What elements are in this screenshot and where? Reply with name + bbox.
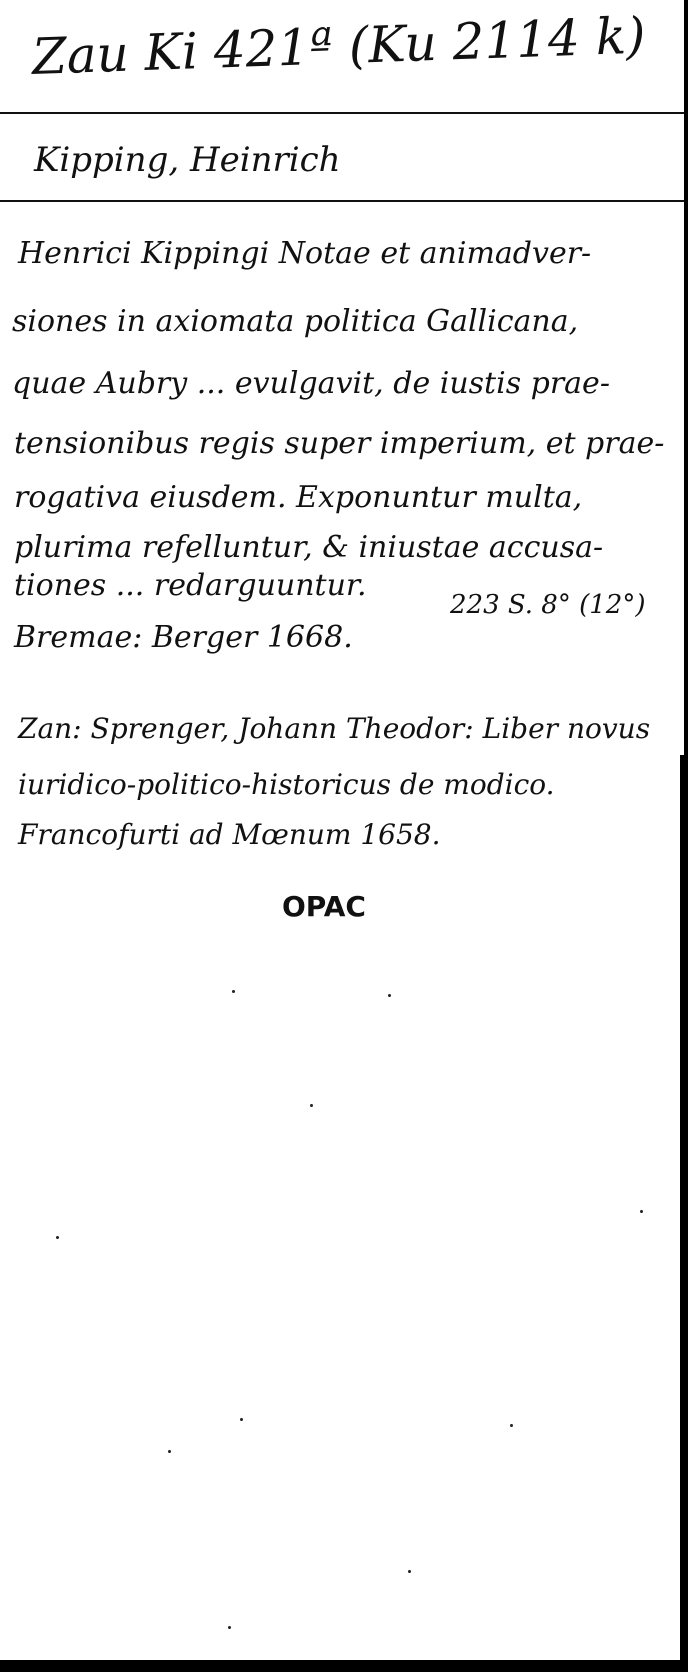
description-line-3: quae Aubry ... evulgavit, de iustis prae- bbox=[12, 366, 610, 401]
dust-speck bbox=[228, 1626, 231, 1629]
dust-speck bbox=[240, 1418, 243, 1421]
scan-border-bottom bbox=[0, 1660, 688, 1672]
dust-speck bbox=[510, 1424, 513, 1427]
description-line-7: tiones ... redarguuntur. bbox=[14, 568, 367, 603]
dust-speck bbox=[310, 1104, 313, 1107]
dust-speck bbox=[168, 1450, 171, 1453]
related-entry-line-1: Zan: Sprenger, Johann Theodor: Liber novus bbox=[18, 712, 651, 745]
author-rule bbox=[0, 200, 684, 202]
imprint-line: Bremae: Berger 1668. bbox=[14, 620, 353, 655]
description-line-1: Henrici Kippingi Notae et animadver- bbox=[18, 236, 592, 271]
description-line-6: plurima refelluntur, & iniustae accusa- bbox=[14, 530, 604, 565]
description-line-2: siones in axiomata politica Gallicana, bbox=[12, 304, 579, 339]
collation: 223 S. 8° (12°) bbox=[450, 590, 646, 620]
dust-speck bbox=[408, 1570, 411, 1573]
related-entry-line-2: iuridico-politico-historicus de modico. bbox=[18, 768, 555, 801]
scan-border-right bbox=[680, 755, 688, 1672]
description-line-4: tensionibus regis super imperium, et prae- bbox=[14, 426, 665, 461]
dust-speck bbox=[232, 990, 235, 993]
related-entry-line-3: Francofurti ad Mœnum 1658. bbox=[18, 818, 441, 851]
shelfmark-rule bbox=[0, 112, 684, 114]
description-line-5: rogativa eiusdem. Exponuntur multa, bbox=[14, 480, 583, 515]
shelfmark: Zau Ki 421ª (Ku 2114 k) bbox=[30, 6, 647, 86]
author-heading: Kipping, Heinrich bbox=[34, 140, 341, 180]
dust-speck bbox=[56, 1236, 59, 1239]
opac-stamp: OPAC bbox=[282, 890, 366, 923]
dust-speck bbox=[388, 994, 391, 997]
dust-speck bbox=[640, 1210, 643, 1213]
